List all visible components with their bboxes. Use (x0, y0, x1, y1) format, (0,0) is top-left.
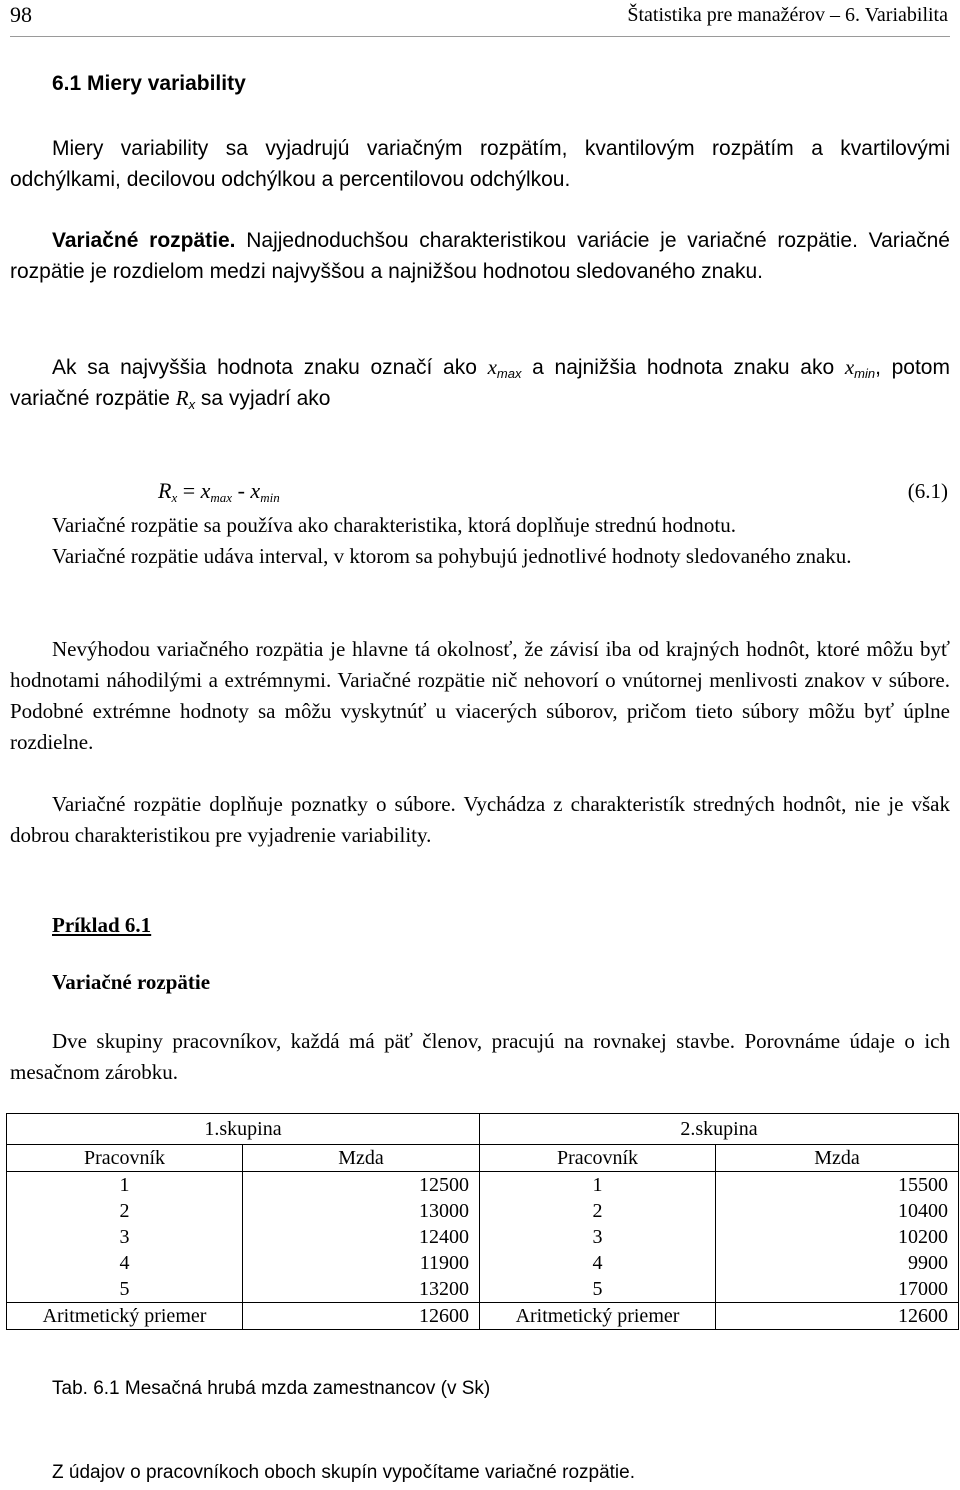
header-divider (10, 36, 950, 37)
usage-paragraph: Variačné rozpätie udáva interval, v ktorom sa pohybujú jednotlivé hodnoty sledovaného znaku. (52, 544, 852, 568)
disadvantage-paragraph: Nevýhodou variačného rozpätia je hlavne tá okolnosť, že závisí iba od krajných hodnôt, ktoré môžu byť hodnotami náhodilými a extrémnymi. Variačné rozpätie nič nehovorí o vnútornej menlivosti znakov v súbore. Podobné extrémne hodnoty sa môžu vyskytnúť u viacerých súborov, pričom tieto súbory môžu byť úplne rozdielne. (10, 637, 950, 754)
table-row: 4 11900 4 9900 (7, 1250, 959, 1276)
table-row: 3 12400 3 10200 (7, 1224, 959, 1250)
table-header-row (7, 1145, 959, 1172)
formula-number: (6.1) (907, 479, 948, 503)
table-row: 2 13000 2 10400 (7, 1198, 959, 1224)
example-subtitle: Variačné rozpätie (52, 970, 211, 994)
range-definition-paragraph: Variačné rozpätie. Najjednoduchšou charakteristikou variácie je variačné rozpätie. Variačné rozpätie je rozdielom medzi najvyššou a najnižšou hodnotou sledovaného znaku. (10, 229, 950, 283)
range-label: Variačné rozpätie. (52, 229, 236, 252)
column-header: Pracovník (7, 1145, 243, 1172)
complement-paragraph: Variačné rozpätie doplňuje poznatky o súbore. Vychádza z charakteristík stredných hodnôt, nie je však dobrou charakteristikou pre vyjadrenie variability. (10, 792, 950, 847)
example-label: Príklad 6.1 (52, 913, 152, 937)
example-description: Dve skupiny pracovníkov, každá má päť členov, pracujú na rovnakej stavbe. Porovnáme údaje o ich mesačnom zárobku. (10, 1029, 950, 1084)
table-footer-row: Aritmetický priemer 12600 Aritmetický priemer 12600 (7, 1303, 959, 1330)
table-row: 5 13200 5 17000 (7, 1276, 959, 1303)
definition-paragraph: Ak sa najvyššia hodnota znaku označí ako $x_{max}$ a najnižšia hodnota znaku ako $x_{min}$, potom variačné rozpätie $R_x$ sa vyjadrí ako (10, 355, 950, 412)
group-2-header: 2.skupina (480, 1114, 959, 1145)
intro-paragraph: Miery variability sa vyjadrujú variačným rozpätím, kvantilovým rozpätím a kvartilovými odchýlkami, decilovou odchýlkou a percentilovou odchýlkou. (10, 137, 950, 191)
group-1-header: 1.skupina (7, 1114, 480, 1145)
usage-line-1: Variačné rozpätie sa používa ako charakteristika, ktorá doplňuje strednú hodnotu. (52, 513, 737, 537)
column-header: Mzda (716, 1145, 959, 1172)
closing-sentence: Z údajov o pracovníkoch oboch skupín vypočítame variačné rozpätie. (52, 1462, 635, 1483)
table-group-row (7, 1114, 959, 1145)
wage-table (6, 1113, 959, 1330)
column-header: Pracovník (480, 1145, 716, 1172)
table-caption: Tab. 6.1 Mesačná hrubá mzda zamestnancov (v Sk) (52, 1378, 491, 1399)
running-title: Štatistika pre manažérov – 6. Variabilita (627, 4, 948, 26)
range-formula: $R_x = x_{max} - x_{min}$ (158, 478, 280, 505)
page-number: 98 (10, 2, 32, 27)
table-row: 1 12500 1 15500 (7, 1172, 959, 1199)
column-header: Mzda (243, 1145, 480, 1172)
section-title: 6.1 Miery variability (52, 72, 246, 95)
